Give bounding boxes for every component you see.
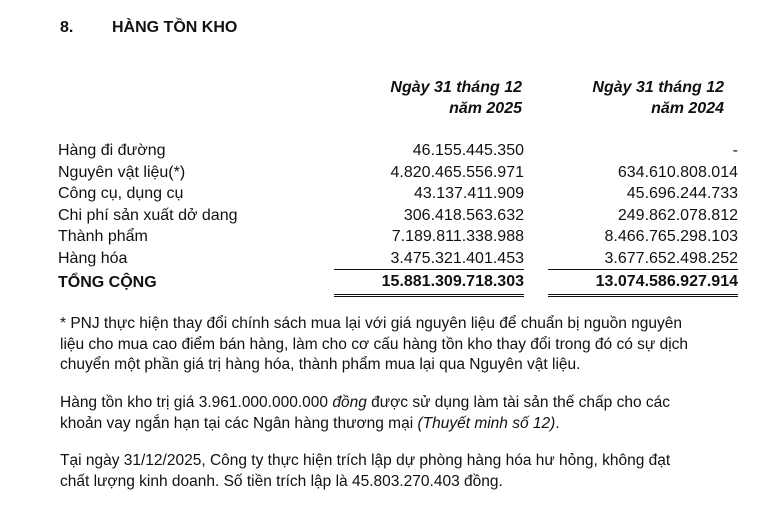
note-paragraph-policy: * PNJ thực hiện thay đổi chính sách mua lại với giá nguyên liệu để chuẩn bị nguồn nguyên liệu cho mua cao điểm bán hàng, làm cho cơ cấu hàng tồn kho thay đổi trong đó có sự dịch chuyển một phần giá trị hàng hóa, thành phẩm mua lại qua Nguyên vật liệu. xyxy=(60,315,689,373)
row-label: Chi phí sản xuất dở dang xyxy=(58,206,238,224)
value-2025: 4.820.465.556.971 xyxy=(390,163,524,181)
value-2025: 46.155.445.350 xyxy=(412,142,524,159)
value-2024: - xyxy=(732,142,738,159)
row-label: Hàng đi đường xyxy=(58,142,166,159)
value-2024: 45.696.244.733 xyxy=(626,185,738,202)
value-2025: 306.418.563.632 xyxy=(403,206,524,224)
value-2025: 3.475.321.401.453 xyxy=(334,248,524,270)
total-2024: 13.074.586.927.914 xyxy=(548,270,738,296)
section-title: HÀNG TỒN KHO xyxy=(112,19,238,36)
value-2024: 634.610.808.014 xyxy=(617,163,738,181)
value-2025: 43.137.411.909 xyxy=(413,185,524,202)
row-label: Thành phẩm xyxy=(58,228,148,245)
note-paragraph-collateral: Hàng tồn kho trị giá 3.961.000.000.000 đồng được sử dụng làm tài sản thế chấp cho các khoản vay ngắn hạn tại các Ngân hàng thương mại (Thuyết minh số 12). xyxy=(60,394,671,432)
row-label: Hàng hóa xyxy=(58,249,128,267)
table-row xyxy=(58,205,738,227)
value-2024: 8.466.765.298.103 xyxy=(604,228,738,245)
section-heading xyxy=(60,19,237,37)
table-row xyxy=(58,248,738,270)
column-header-2024: Ngày 31 tháng 12 năm 2024 xyxy=(592,79,724,117)
row-label: Công cụ, dụng cụ xyxy=(58,185,184,202)
note-paragraph-provision: Tại ngày 31/12/2025, Công ty thực hiện trích lập dự phòng hàng hóa hư hỏng, không đạt chất lượng kinh doanh. Số tiền trích lập là 45.803.270.403 đồng. xyxy=(60,452,671,490)
table-row xyxy=(58,226,738,248)
total-label: TỔNG CỘNG xyxy=(58,273,157,291)
table-row xyxy=(58,140,738,162)
value-2024: 249.862.078.812 xyxy=(617,206,738,224)
table-row xyxy=(58,162,738,184)
row-label: Nguyên vật liệu(*) xyxy=(58,163,186,181)
inventory-table xyxy=(58,140,738,297)
total-2025: 15.881.309.718.303 xyxy=(334,270,524,296)
total-row xyxy=(58,270,738,296)
value-2025: 7.189.811.338.988 xyxy=(391,228,524,245)
value-2024: 3.677.652.498.252 xyxy=(548,248,738,270)
section-number: 8. xyxy=(60,19,74,36)
column-header-2025: Ngày 31 tháng 12 năm 2025 xyxy=(390,79,522,117)
table-row xyxy=(58,183,738,205)
